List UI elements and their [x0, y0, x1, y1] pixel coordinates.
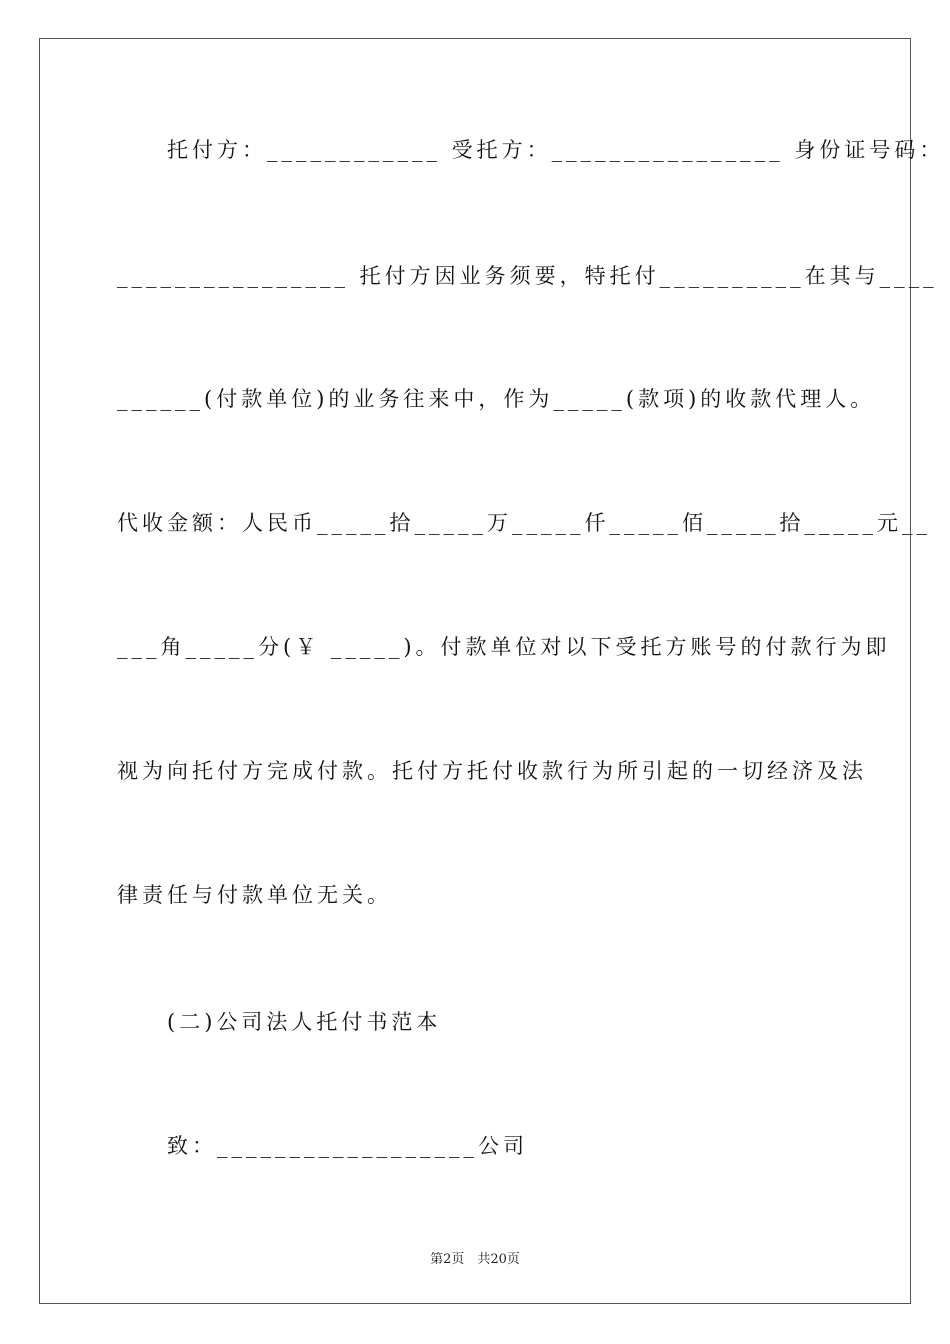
page-number-footer: 第2页 共20页 [430, 1252, 520, 1267]
text-line-1: 托付方：____________ 受托方：________________ 身份证号码： [117, 138, 945, 162]
text-line-5: ___角_____分(￥ _____)。付款单位对以下受托方账号的付款行为即 [117, 635, 891, 659]
text-line-2: ________________ 托付方因业务须要，特托付__________在其与____ [117, 264, 938, 288]
text-line-3: ______(付款单位)的业务往来中，作为_____(款项)的收款代理人。 [117, 387, 876, 411]
section-heading: (二)公司法人托付书范本 [117, 1010, 442, 1034]
text-line-6: 视为向托付方完成付款。托付方托付收款行为所引起的一切经济及法 [117, 759, 867, 783]
page-border [39, 38, 911, 1304]
text-line-4: 代收金额：人民币_____拾_____万_____仟_____佰_____拾_____元__ [117, 511, 931, 535]
text-line-7: 律责任与付款单位无关。 [117, 883, 392, 907]
addressee-line: 致：__________________公司 [117, 1134, 528, 1158]
